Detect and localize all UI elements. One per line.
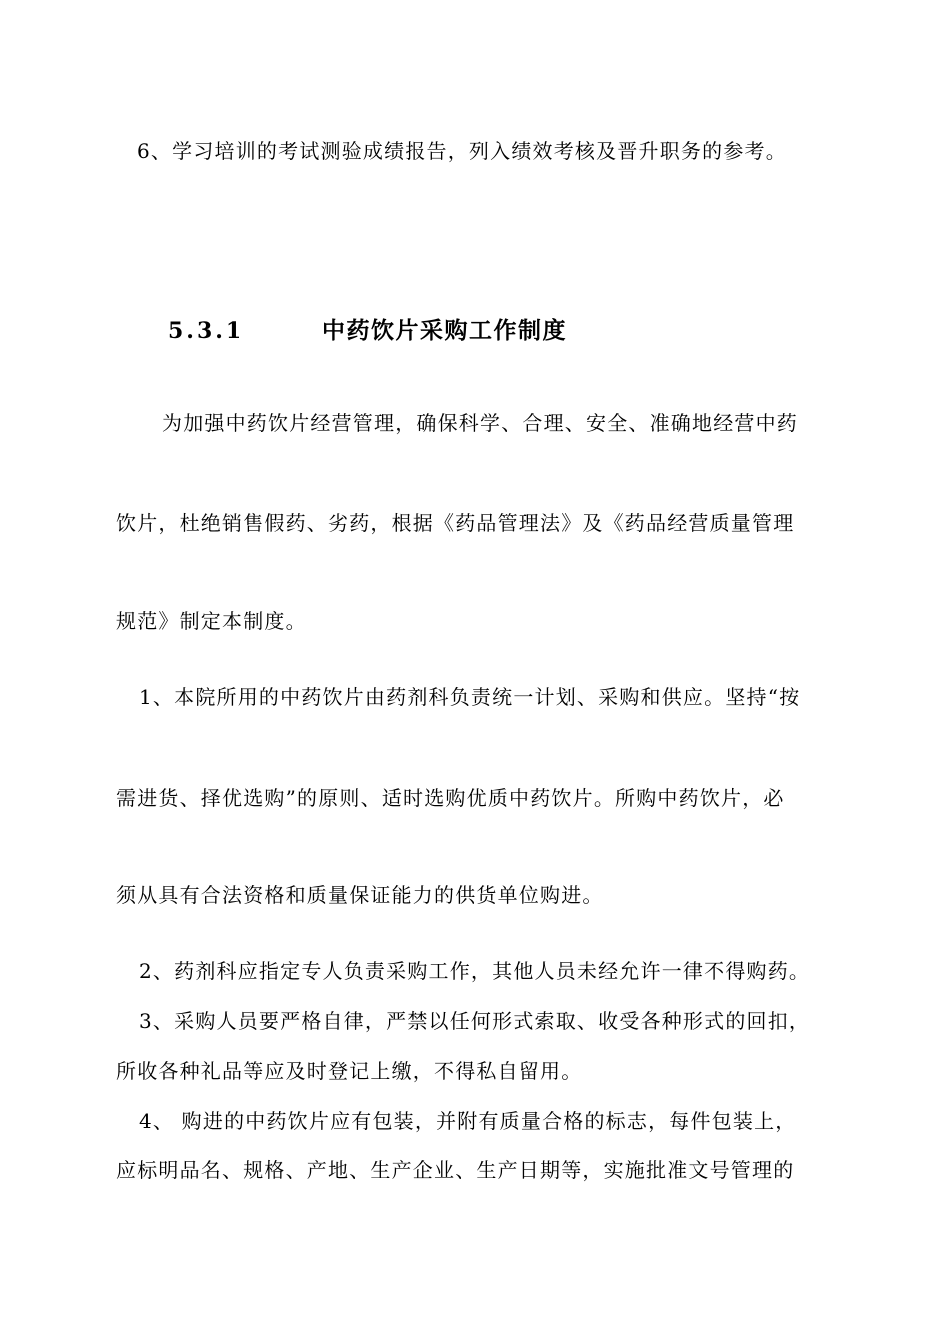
item-1-line-1: 1、本院所用的中药饮片由药剂科负责统一计划、采购和供应。坚持“按 <box>139 685 801 709</box>
item-4-line-2: 应标明品名、规格、产地、生产企业、生产日期等，实施批准文号管理的 <box>116 1158 795 1182</box>
item-1-line-2: 需进货、择优选购”的原则、适时选购优质中药饮片。所购中药饮片，必 <box>116 786 785 810</box>
section-number: 5.3.1 <box>168 318 245 344</box>
intro-line-1: 为加强中药饮片经营管理，确保科学、合理、安全、准确地经营中药 <box>162 411 798 435</box>
item-3-line-1: 3、采购人员要严格自律，严禁以任何形式索取、收受各种形式的回扣， <box>139 1009 811 1033</box>
intro-line-3: 规范》制定本制度。 <box>116 609 307 633</box>
prior-item-6: 6、学习培训的考试测验成绩报告，列入绩效考核及晋升职务的参考。 <box>137 139 787 163</box>
intro-line-2: 饮片，杜绝销售假药、劣药，根据《药品管理法》及《药品经营质量管理 <box>116 511 795 535</box>
item-1-line-3: 须从具有合法资格和质量保证能力的供货单位购进。 <box>116 883 604 907</box>
item-4-line-1: 4、 购进的中药饮片应有包装，并附有质量合格的标志，每件包装上， <box>139 1109 797 1133</box>
section-title: 中药饮片采购工作制度 <box>322 317 567 344</box>
item-2-line-1: 2、药剂科应指定专人负责采购工作，其他人员未经允许一律不得购药。 <box>139 959 811 983</box>
item-3-line-2: 所收各种礼品等应及时登记上缴，不得私自留用。 <box>116 1059 583 1083</box>
